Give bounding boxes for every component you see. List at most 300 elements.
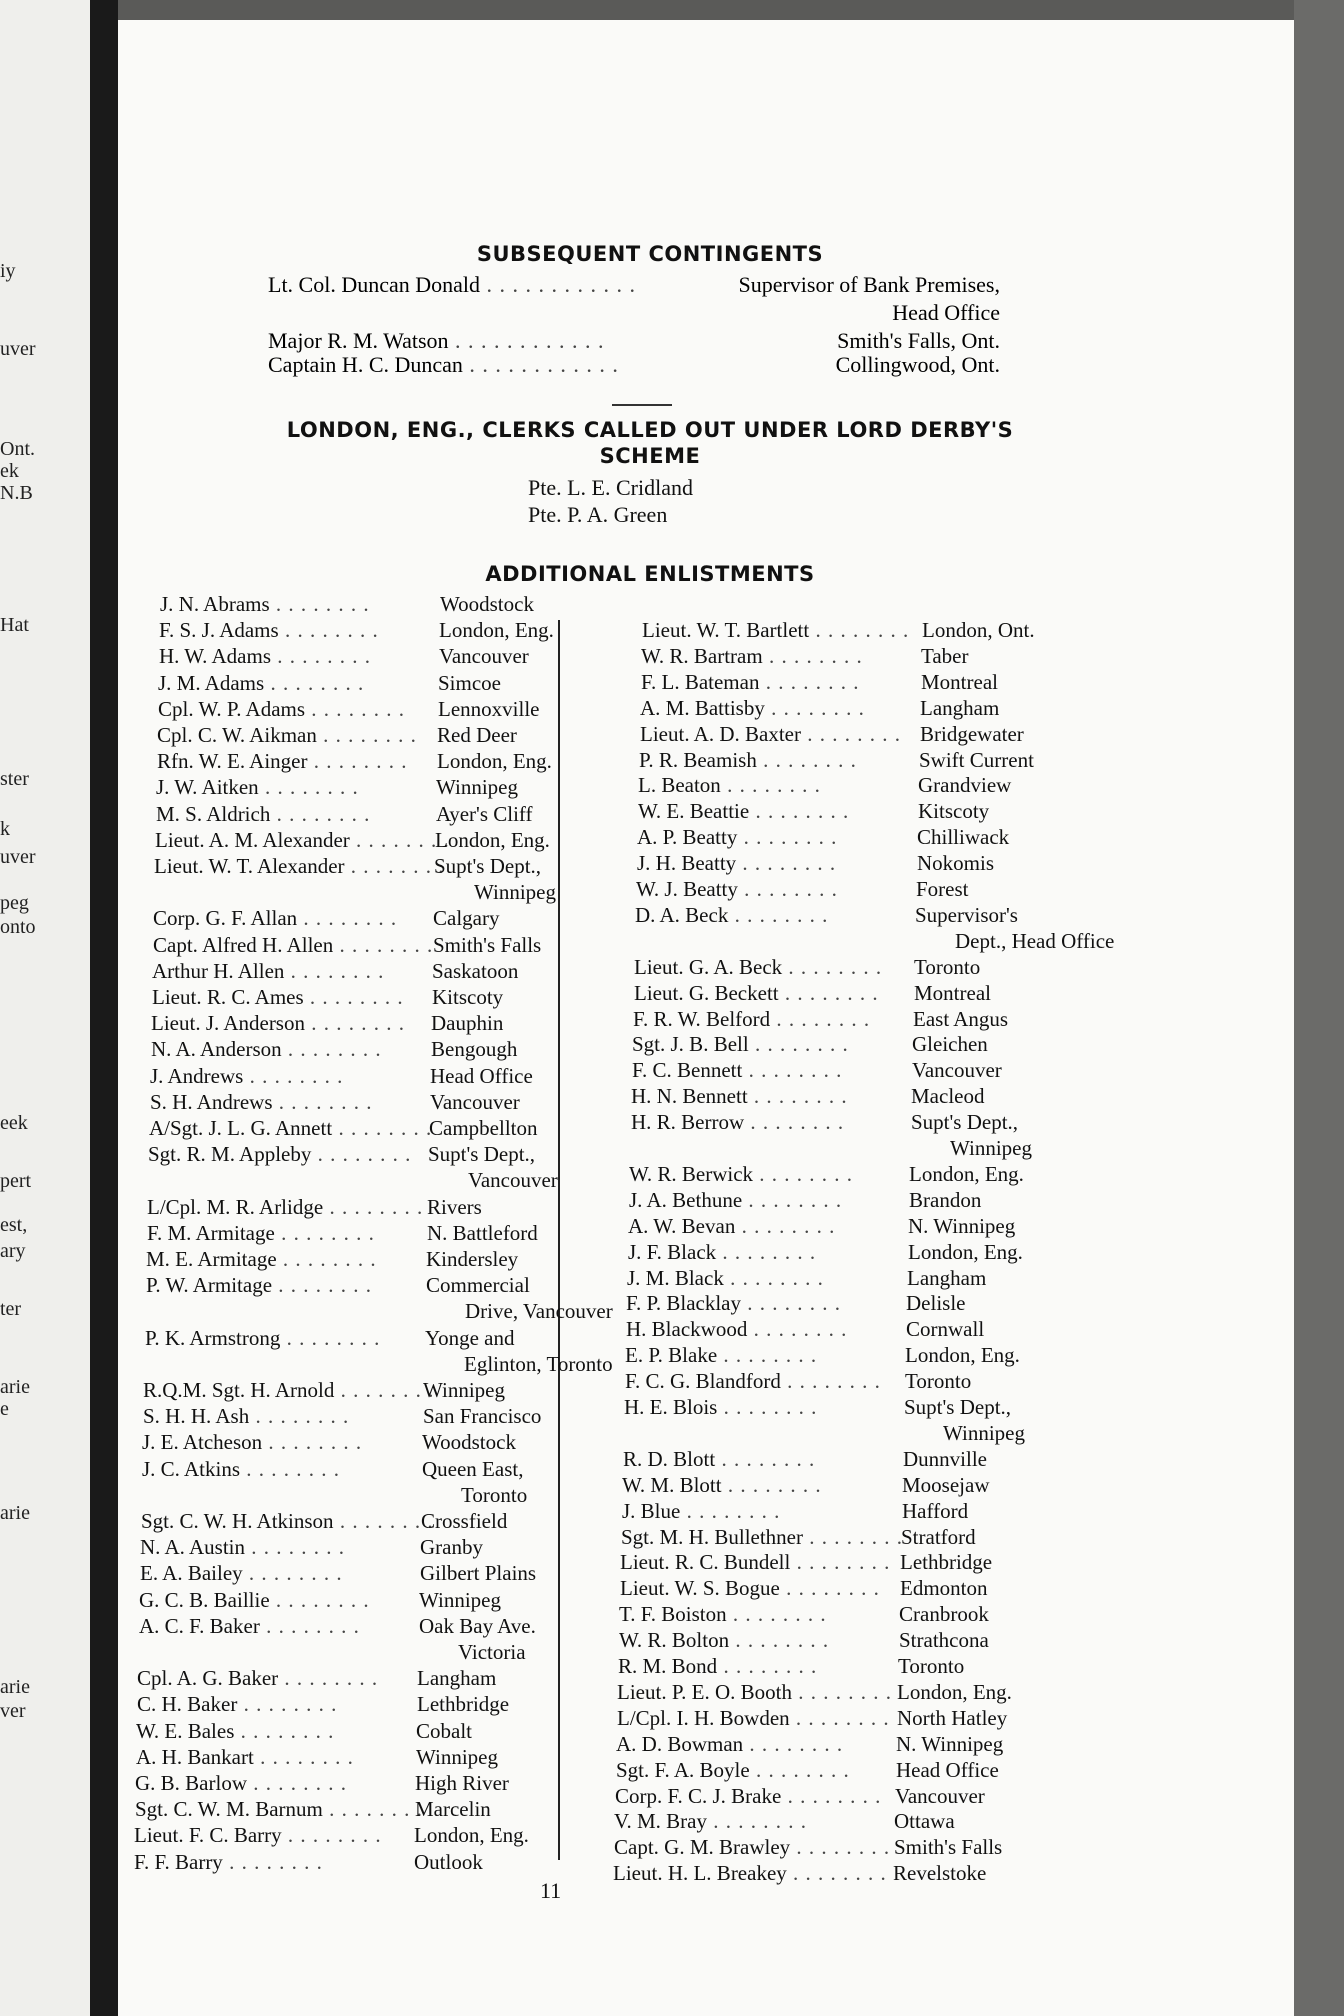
london-clerks-title: LONDON, ENG., CLERKS CALLED OUT UNDER LORD DERBY'S (286, 418, 1014, 442)
dot-leader: . . . . . . . . (742, 1058, 843, 1083)
enlistment-entry (146, 1273, 372, 1298)
enlistee-location: Montreal (921, 669, 998, 694)
enlistee-name: F. C. G. Blandford (625, 1369, 781, 1394)
enlistee-location: Strathcona (899, 1628, 989, 1653)
facing-page-fragment: arie (0, 1502, 30, 1524)
dot-leader: . . . . . . . . (272, 1273, 373, 1298)
dot-leader: . . . . . . . . (333, 932, 434, 957)
enlistee-name: P. R. Beamish (639, 747, 757, 772)
dot-leader: . . . . . . . . (716, 1239, 817, 1264)
dot-leader: . . . . . . . . (786, 1861, 887, 1886)
enlistee-location: Granby (420, 1535, 483, 1560)
enlistee-location: Toronto (461, 1482, 528, 1507)
enlistee-name: H. R. Berrow (631, 1110, 745, 1135)
enlistment-entry (637, 825, 837, 850)
enlistment-entry (141, 1509, 434, 1534)
enlistment-entry (626, 1291, 841, 1316)
enlistee-name: F. S. J. Adams (159, 618, 279, 643)
dot-leader: . . . . . . . . (790, 1835, 891, 1860)
enlistee-name: E. P. Blake (625, 1343, 718, 1368)
dot-leader: . . . . . . . . (803, 1524, 903, 1549)
enlistment-entry (637, 851, 836, 876)
facing-page-fragment: ek (0, 460, 19, 482)
enlistee-location: Winnipeg (943, 1420, 1025, 1445)
london-clerks-title-line2: SCHEME (599, 444, 701, 468)
enlistee-location: Kitscoty (432, 985, 504, 1009)
enlistment-entry (618, 1654, 817, 1679)
enlistee-location: Cobalt (416, 1718, 472, 1743)
enlistee-location: Campbellton (429, 1116, 538, 1140)
enlistee-location: Crossfield (421, 1509, 508, 1533)
dot-leader: . . . . . . . . (272, 1089, 373, 1114)
enlistee-location: London, Eng. (909, 1161, 1024, 1186)
facing-page-fragment: e (0, 1398, 9, 1420)
additional-enlistments-title: ADDITIONAL ENLISTMENTS (485, 562, 815, 586)
enlistment-entry (136, 1745, 354, 1770)
enlistee-name: J. A. Bethune (629, 1187, 743, 1212)
enlistee-name: Lt. Col. Duncan Donald (268, 272, 481, 297)
dot-leader: . . . . . . . . (743, 1731, 844, 1756)
section-separator (612, 404, 672, 406)
enlistee-location: Toronto (914, 954, 981, 979)
enlistee-name: Lieut. G. A. Beck (634, 954, 783, 979)
facing-page-fragment: Hat (0, 614, 29, 636)
enlistee-name: J. E. Atcheson (142, 1430, 263, 1455)
enlistee-name: M. S. Aldrich (156, 801, 271, 826)
enlistee-location: London, Ont. (922, 618, 1035, 642)
dot-leader: . . . . . . . . (782, 954, 883, 979)
enlistment-entry (148, 1142, 411, 1167)
enlistee-name: S. H. Andrews (150, 1089, 273, 1114)
enlistee-name: G. C. B. Baillie (139, 1587, 270, 1612)
enlistee-location: Woodstock (440, 592, 534, 616)
enlistee-name: H. W. Adams (159, 644, 272, 669)
dot-leader: . . . . . . . . (744, 1110, 845, 1135)
enlistee-location: Toronto (905, 1369, 972, 1394)
facing-page-fragment: arie (0, 1376, 30, 1398)
enlistee-name: Lieut. A. M. Alexander (155, 827, 350, 852)
enlistee-location: Bengough (431, 1037, 518, 1062)
enlistee-location: Oak Bay Ave. (419, 1613, 536, 1638)
enlistee-location: Woodstock (422, 1430, 516, 1455)
enlistee-location: Vancouver (895, 1783, 985, 1808)
enlistee-name: Cpl. W. P. Adams (158, 696, 306, 721)
enlistment-entry (640, 696, 865, 721)
enlistee-location: Head Office (892, 300, 1000, 325)
enlistee-name: Lieut. W. S. Bogue (620, 1576, 780, 1601)
enlistee-name: W. R. Bartram (641, 643, 763, 668)
enlistee-location: Supervisor of Bank Premises, (738, 272, 1000, 297)
enlistee-location: Smith's Falls (433, 932, 542, 957)
enlistee-name: H. E. Blois (624, 1395, 718, 1419)
enlistment-entry (134, 1823, 382, 1848)
enlistment-entry (629, 1162, 853, 1187)
dot-leader: . . . . . . . . (247, 1771, 347, 1795)
enlistee-name: N. A. Anderson (151, 1037, 282, 1062)
enlistee-location: Queen East, (422, 1456, 524, 1481)
enlistee-name: A. M. Battisby (640, 695, 765, 720)
dot-leader: . . . . . . . . (723, 1265, 824, 1290)
enlistment-entry (152, 985, 404, 1010)
enlistee-location: East Angus (913, 1006, 1009, 1031)
enlistee-name: R. M. Bond (618, 1654, 718, 1678)
enlistee-name: A. C. F. Baker (139, 1613, 260, 1638)
dot-leader: . . . . . . . . (747, 1084, 848, 1109)
enlistment-entry (627, 1266, 824, 1291)
enlistee-location: Commercial (426, 1273, 530, 1298)
dot-leader: . . . . . . . . (297, 906, 398, 931)
enlistee-location: Cornwall (906, 1317, 985, 1342)
enlistee-location: N. Winnipeg (908, 1213, 1016, 1238)
enlistment-entry (157, 749, 408, 774)
enlistment-entry (619, 1602, 827, 1627)
enlistment-entry (143, 1404, 349, 1429)
enlistee-location: London, Eng. (897, 1679, 1012, 1704)
dot-leader: . . . . . . . . (334, 1378, 435, 1402)
enlistment-entry (641, 670, 859, 695)
enlistee-name: F. L. Bateman (641, 669, 760, 694)
enlistment-entry (629, 1188, 842, 1213)
dot-leader: . . . . . . . . (316, 723, 417, 747)
enlistment-entry (151, 1011, 405, 1036)
dot-leader: . . . . . . . . (720, 773, 821, 798)
enlistee-location: Kitscoty (918, 799, 990, 824)
enlistment-entry (140, 1535, 345, 1560)
enlistment-entry (616, 1732, 843, 1757)
enlistment-entry (617, 1706, 890, 1731)
enlistment-entry (135, 1797, 423, 1822)
enlistee-location: Winnipeg (950, 1136, 1032, 1160)
enlistee-location: Marcelin (415, 1797, 491, 1822)
enlistee-location: Bridgewater (920, 721, 1024, 746)
enlistee-name: F. M. Armitage (147, 1220, 275, 1245)
enlistee-name: F. P. Blacklay (626, 1291, 741, 1316)
enlistee-name: N. A. Austin (140, 1535, 246, 1560)
enlistment-entry (268, 352, 619, 378)
dot-leader: . . . . . . . . (305, 696, 406, 721)
enlistee-name: H. Blackwood (626, 1317, 748, 1342)
enlistment-entry (156, 802, 370, 827)
facing-page-fragment: arie (0, 1676, 30, 1698)
enlistment-entry (156, 775, 359, 800)
enlistment-entry (639, 748, 857, 773)
dot-leader: . . . . . . . . (281, 1037, 382, 1062)
dot-leader: . . . . . . . . (245, 1535, 346, 1560)
enlistee-location: Red Deer (437, 723, 517, 747)
enlistee-name: J. M. Adams (158, 670, 265, 695)
dot-leader: . . . . . . . . (778, 980, 879, 1005)
dot-leader: . . . . . . . . (790, 1550, 891, 1575)
page-edge (1294, 0, 1344, 2016)
enlistment-entry (614, 1835, 890, 1860)
enlistee-name: J. N. Abrams (160, 592, 270, 616)
enlistee-location: Winnipeg (423, 1378, 505, 1402)
enlistment-entry (134, 1850, 323, 1875)
enlistee-name: Capt. Alfred H. Allen (153, 932, 334, 957)
enlistee-location: Dunnville (903, 1446, 987, 1471)
enlistment-entry (616, 1758, 850, 1783)
enlistee-location: Eglinton, Toronto (464, 1351, 613, 1376)
enlistee-name: W. M. Blott (622, 1472, 722, 1497)
dot-leader: . . . . . . . . (762, 643, 863, 668)
enlistment-entry (150, 1090, 373, 1115)
enlistee-location: Grandview (918, 773, 1012, 798)
enlistment-entry (614, 1809, 807, 1834)
dot-leader: . . . . . . . . (737, 825, 838, 850)
enlistee-name: A. H. Bankart (136, 1744, 254, 1769)
dot-leader: . . . . . . . . (344, 854, 445, 878)
enlistee-name: Lieut. W. T. Alexander (154, 854, 345, 878)
enlistee-location: London, Eng. (905, 1343, 1020, 1368)
enlistee-location: Supt's Dept., (904, 1395, 1012, 1419)
enlistee-location: Stratford (901, 1524, 976, 1549)
dot-leader: . . . . . . . . (278, 1666, 379, 1691)
dot-leader: . . . . . . . . (333, 1509, 434, 1533)
enlistment-entry (634, 955, 882, 980)
enlistment-entry (638, 799, 849, 824)
dot-leader: . . . . . . . . (307, 749, 408, 774)
book-spine (90, 0, 118, 2016)
enlistee-name: L. Beaton (638, 773, 721, 798)
enlistee-name: W. E. Beattie (638, 799, 750, 824)
dot-leader: . . . . . . . . (753, 1161, 854, 1186)
facing-page-fragment: ster (0, 768, 29, 790)
dot-leader: . . . . . . . . (770, 1006, 871, 1031)
enlistment-entry (153, 933, 433, 958)
enlistee-name: R. D. Blott (623, 1446, 716, 1471)
enlistee-name: S. H. H. Ash (143, 1404, 250, 1429)
enlistee-name: A. P. Beatty (637, 825, 738, 850)
enlistment-entry (149, 1116, 432, 1141)
enlistee-location: Gilbert Plains (420, 1561, 537, 1586)
dot-leader: . . . . . . . . (728, 902, 829, 927)
enlistment-entry (636, 877, 838, 902)
enlistee-location: High River (415, 1771, 509, 1795)
enlistment-entry (142, 1457, 340, 1482)
facing-page-fragment: peg (0, 892, 29, 914)
enlistee-name: Sgt. C. W. M. Barnum (135, 1797, 323, 1822)
enlistee-location: Brandon (909, 1187, 982, 1212)
enlistee-location: N. Winnipeg (896, 1731, 1004, 1756)
enlistment-entry (268, 328, 605, 354)
enlistee-location: North Hatley (897, 1705, 1008, 1730)
enlistment-entry (155, 828, 450, 853)
dot-leader: . . . . . . . . (735, 1213, 836, 1238)
dot-leader: . . . . . . . . (680, 1498, 781, 1523)
enlistee-location: Lethbridge (417, 1692, 510, 1717)
enlistee-location: Gleichen (912, 1032, 988, 1057)
enlistee-name: V. M. Bray (614, 1809, 707, 1834)
dot-leader: . . . . . . . . . . . . (462, 352, 619, 377)
enlistee-location: San Francisco (423, 1404, 542, 1429)
enlistment-entry (143, 1378, 434, 1403)
dot-leader: . . . . . . . . (262, 1430, 363, 1455)
enlistee-location: Smith's Falls, Ont. (837, 328, 1000, 353)
enlistee-name: Sgt. F. A. Boyle (616, 1757, 750, 1782)
dot-leader: . . . . . . . . (789, 1705, 890, 1730)
dot-leader: . . . . . . . . (259, 1613, 360, 1638)
dot-leader: . . . . . . . . . . . . (480, 272, 637, 297)
enlistment-entry (158, 697, 405, 722)
page-number: 11 (540, 1878, 562, 1903)
dot-leader: . . . . . . . . (249, 1404, 350, 1429)
enlistment-entry (147, 1221, 375, 1246)
enlistment-entry (135, 1771, 347, 1796)
enlistee-name: Lieut. P. E. O. Booth (617, 1679, 793, 1704)
enlistee-name: Arthur H. Allen (152, 958, 285, 983)
dot-leader: . . . . . . . . (721, 1472, 822, 1497)
enlistment-entry (142, 1430, 362, 1455)
enlistee-name: J. H. Beatty (637, 851, 737, 876)
enlistment-entry (631, 1084, 848, 1109)
enlistee-name: J. F. Black (628, 1239, 717, 1264)
enlistee-location: Langham (417, 1666, 497, 1691)
enlistee-location: Simcoe (438, 670, 501, 695)
facing-page-fragment: k (0, 818, 10, 840)
enlistment-entry (137, 1692, 337, 1717)
enlistee-name: Lieut. R. C. Ames (152, 985, 304, 1009)
enlistee-location: London, Eng. (437, 749, 552, 774)
facing-page-fragment: ter (0, 1298, 22, 1320)
dot-leader: . . . . . . . . (706, 1809, 807, 1834)
enlistment-entry (640, 722, 901, 747)
enlistment-entry (642, 618, 909, 643)
dot-leader: . . . . . . . . (729, 1628, 830, 1653)
enlistee-location: Ayer's Cliff (436, 801, 533, 826)
enlistee-location: Winnipeg (419, 1587, 501, 1612)
enlistee-location: Nokomis (917, 851, 995, 876)
dot-leader: . . . . . . . . (749, 1757, 850, 1782)
enlistee-location: London, Eng. (908, 1239, 1023, 1264)
enlistee-name: Lieut. R. C. Bundell (620, 1550, 791, 1575)
dot-leader: . . . . . . . . (311, 1142, 412, 1167)
subsequent-contingents-title: SUBSEQUENT CONTINGENTS (476, 242, 824, 266)
dot-leader: . . . . . . . . (737, 877, 838, 901)
dot-leader: . . . . . . . . (764, 695, 865, 720)
enlistee-name: D. A. Beck (635, 902, 729, 927)
dot-leader: . . . . . . . . (303, 985, 404, 1009)
facing-page-fragment: Ont. (0, 438, 35, 460)
enlistee-name: Cpl. A. G. Baker (137, 1666, 279, 1691)
facing-page-fragment: eek (0, 1112, 28, 1134)
enlistee-location: Winnipeg (474, 880, 556, 905)
enlistee-location: N. Battleford (427, 1220, 538, 1245)
dot-leader: . . . . . . . . (274, 1220, 375, 1245)
london-clerk-name: Pte. P. A. Green (528, 502, 668, 527)
enlistee-location: Ottawa (894, 1809, 955, 1834)
dot-leader: . . . . . . . . (742, 1187, 843, 1212)
facing-page-fragment: N.B (0, 482, 33, 504)
facing-page-fragment: ary (0, 1240, 26, 1262)
dot-leader: . . . . . . . . (717, 1654, 818, 1678)
enlistee-name: W. R. Bolton (619, 1628, 730, 1653)
enlistee-name: Rfn. W. E. Ainger (157, 749, 308, 774)
enlistee-name: Corp. F. C. J. Brake (615, 1783, 782, 1808)
dot-leader: . . . . . . . . (280, 1325, 381, 1350)
enlistee-location: Vancouver (912, 1058, 1002, 1083)
enlistment-entry (140, 1561, 343, 1586)
enlistee-location: Macleod (911, 1084, 985, 1109)
dot-leader: . . . . . . . . (276, 1247, 377, 1271)
enlistee-location: Revelstoke (893, 1861, 987, 1886)
enlistee-location: Supt's Dept., (428, 1142, 536, 1167)
dot-leader: . . . . . . . . (759, 669, 860, 694)
dot-leader: . . . . . . . . (749, 799, 850, 824)
dot-leader: . . . . . . . . (756, 747, 857, 772)
facing-page-fragment: est, (0, 1214, 28, 1236)
enlistee-location: Vancouver (468, 1168, 558, 1193)
enlistee-location: Supt's Dept., (911, 1110, 1019, 1135)
enlistee-name: P. W. Armitage (146, 1273, 273, 1298)
enlistment-entry (158, 671, 364, 696)
enlistment-entry (613, 1861, 887, 1886)
enlistment-entry (151, 1037, 382, 1062)
enlistment-entry (631, 1110, 844, 1135)
enlistment-entry (624, 1395, 817, 1420)
dot-leader: . . . . . . . . (748, 1032, 849, 1057)
enlistee-name: Cpl. C. W. Aikman (157, 723, 317, 747)
enlistee-name: Lieut. W. T. Bartlett (642, 618, 810, 642)
enlistee-location: Saskatoon (432, 958, 519, 983)
enlistee-name: Captain H. C. Duncan (268, 352, 463, 377)
enlistment-entry (146, 1247, 377, 1272)
enlistee-name: J. W. Aitken (156, 775, 259, 800)
dot-leader: . . . . . . . . (800, 721, 901, 746)
enlistment-entry (628, 1240, 816, 1265)
enlistment-entry (150, 1064, 343, 1089)
enlistee-name: J. Andrews (150, 1063, 244, 1088)
enlistee-name: W. R. Berwick (629, 1161, 754, 1186)
enlistment-entry (268, 272, 636, 298)
dot-leader: . . . . . . . . (304, 1011, 405, 1036)
facing-page-fragment: iy (0, 260, 16, 282)
dot-leader: . . . . . . . . (234, 1718, 335, 1743)
dot-leader: . . . . . . . . (278, 618, 379, 643)
enlistee-name: Lieut. J. Anderson (151, 1011, 305, 1036)
enlistee-location: Cranbrook (899, 1602, 989, 1627)
enlistee-location: Supt's Dept., (434, 854, 542, 878)
enlistee-name: J. C. Atkins (142, 1456, 241, 1481)
enlistee-name: Sgt. R. M. Appleby (148, 1142, 312, 1167)
enlistee-name: Lieut. A. D. Baxter (640, 721, 801, 746)
enlistee-location: Kindersley (426, 1247, 519, 1271)
enlistee-name: J. M. Black (627, 1265, 724, 1290)
enlistee-name: Lieut. G. Beckett (634, 980, 779, 1005)
enlistment-entry (615, 1784, 881, 1809)
enlistment-entry (619, 1628, 829, 1653)
dot-leader: . . . . . . . . (264, 670, 365, 695)
enlistee-location: Langham (907, 1265, 987, 1290)
enlistee-name: W. J. Beatty (636, 877, 738, 901)
enlistment-entry (641, 644, 863, 669)
dot-leader: . . . . . . . . (240, 1456, 341, 1481)
enlistee-location: Vancouver (430, 1089, 520, 1114)
enlistee-location: Rivers (427, 1194, 482, 1219)
dot-leader: . . . . . . . . (269, 592, 370, 616)
enlistee-location: Smith's Falls (894, 1835, 1003, 1860)
dot-leader: . . . . . . . . (322, 1797, 423, 1822)
dot-leader: . . . . . . . . (258, 775, 359, 800)
enlistment-entry (634, 981, 879, 1006)
dot-leader: . . . . . . . . (736, 851, 837, 876)
enlistee-location: Langham (920, 695, 1000, 720)
enlistee-name: A. D. Bowman (616, 1731, 744, 1756)
enlistment-entry (635, 903, 828, 928)
enlistment-entry (620, 1576, 880, 1601)
dot-leader: . . . . . . . . . . . . (448, 328, 605, 353)
enlistee-name: J. Blue (622, 1498, 681, 1523)
enlistee-location: Dauphin (431, 1011, 504, 1036)
